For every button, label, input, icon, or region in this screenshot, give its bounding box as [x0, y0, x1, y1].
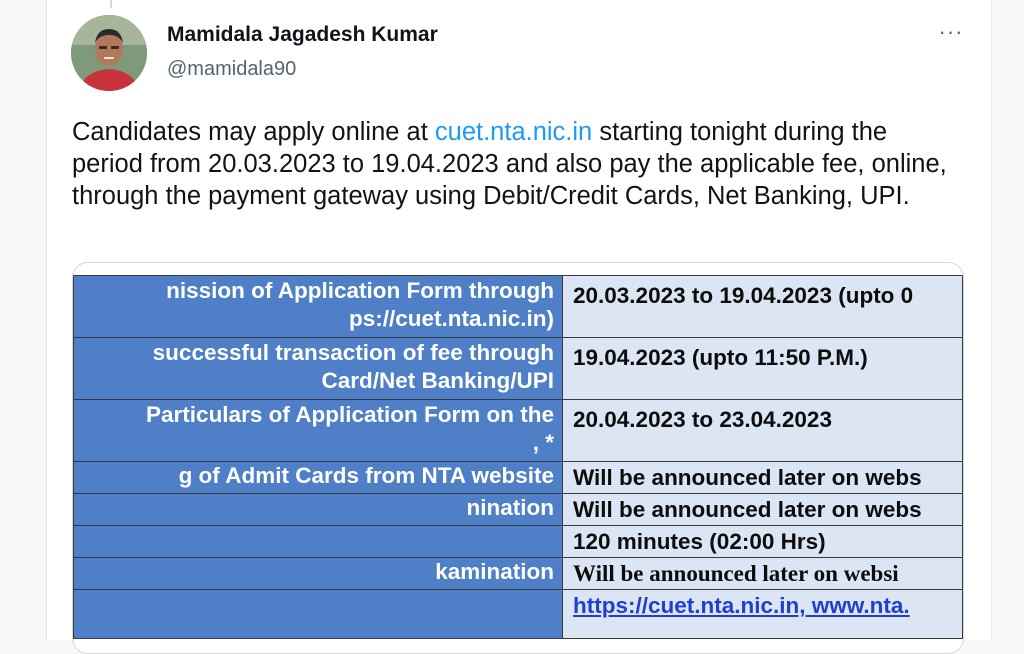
schedule-value: 19.04.2023 (upto 11:50 P.M.)	[573, 345, 868, 370]
schedule-label: g of Admit Cards from NTA website	[178, 463, 554, 488]
tweet-text	[72, 116, 962, 212]
schedule-value-cell	[563, 558, 963, 590]
schedule-value-cell	[563, 590, 963, 639]
tweet-text-before: Candidates may apply online at	[72, 118, 435, 146]
schedule-value-cell	[563, 338, 963, 400]
schedule-label: nission of Application Form through	[166, 278, 554, 303]
schedule-value: Will be announced later on webs	[573, 497, 922, 522]
schedule-row	[74, 276, 963, 338]
schedule-row	[74, 462, 963, 494]
schedule-row	[74, 526, 963, 558]
schedule-label-cell	[74, 338, 563, 400]
schedule-value: 120 minutes (02:00 Hrs)	[573, 529, 826, 554]
schedule-label-cell	[74, 494, 563, 526]
schedule-value: Will be announced later on websi	[573, 561, 899, 586]
schedule-label: Particulars of Application Form on the	[146, 402, 554, 427]
schedule-label-cell	[74, 462, 563, 494]
profile-photo-icon	[71, 15, 147, 91]
schedule-value-cell	[563, 400, 963, 462]
schedule-label: ps://cuet.nta.nic.in)	[348, 306, 554, 331]
author-handle[interactable]: @mamidala90	[167, 58, 297, 80]
schedule-row	[74, 590, 963, 639]
schedule-value: Will be announced later on webs	[573, 465, 922, 490]
schedule-label: Card/Net Banking/UPI	[321, 368, 554, 393]
schedule-label-cell	[74, 526, 563, 558]
schedule-row	[74, 400, 963, 462]
schedule-value-cell	[563, 526, 963, 558]
schedule-value: 20.03.2023 to 19.04.2023 (upto 0	[573, 283, 914, 308]
avatar[interactable]	[71, 15, 147, 91]
schedule-label: kamination	[435, 559, 554, 584]
thread-line	[110, 0, 112, 8]
schedule-label-cell	[74, 276, 563, 338]
tweet-text-after: starting tonight during the period from 20.03.2023 to 19.04.2023 and also pay the applicable fee, online, through the payment gateway using Debit/Credit Cards, Net Banking, UPI.	[72, 118, 947, 210]
schedule-label: successful transaction of fee through	[152, 340, 554, 365]
schedule-value-cell	[563, 462, 963, 494]
schedule-label-cell	[74, 558, 563, 590]
schedule-row	[74, 558, 963, 590]
schedule-label: nination	[466, 495, 554, 520]
schedule-value-link: https://cuet.nta.nic.in, www.nta.	[573, 593, 910, 618]
attached-image[interactable]	[72, 262, 964, 654]
schedule-label-cell	[74, 590, 563, 639]
schedule-table	[73, 275, 963, 639]
author-name[interactable]: Mamidala Jagadesh Kumar	[167, 23, 438, 46]
tweet-link[interactable]: cuet.nta.nic.in	[434, 118, 593, 146]
schedule-value-cell	[563, 276, 963, 338]
schedule-label-cell	[74, 400, 563, 462]
schedule-value: 20.04.2023 to 23.04.2023	[573, 407, 832, 432]
more-options-icon[interactable]: ···	[938, 19, 964, 44]
schedule-row	[74, 494, 963, 526]
schedule-label: , *	[532, 430, 554, 455]
schedule-value-cell	[563, 494, 963, 526]
schedule-row	[74, 338, 963, 400]
